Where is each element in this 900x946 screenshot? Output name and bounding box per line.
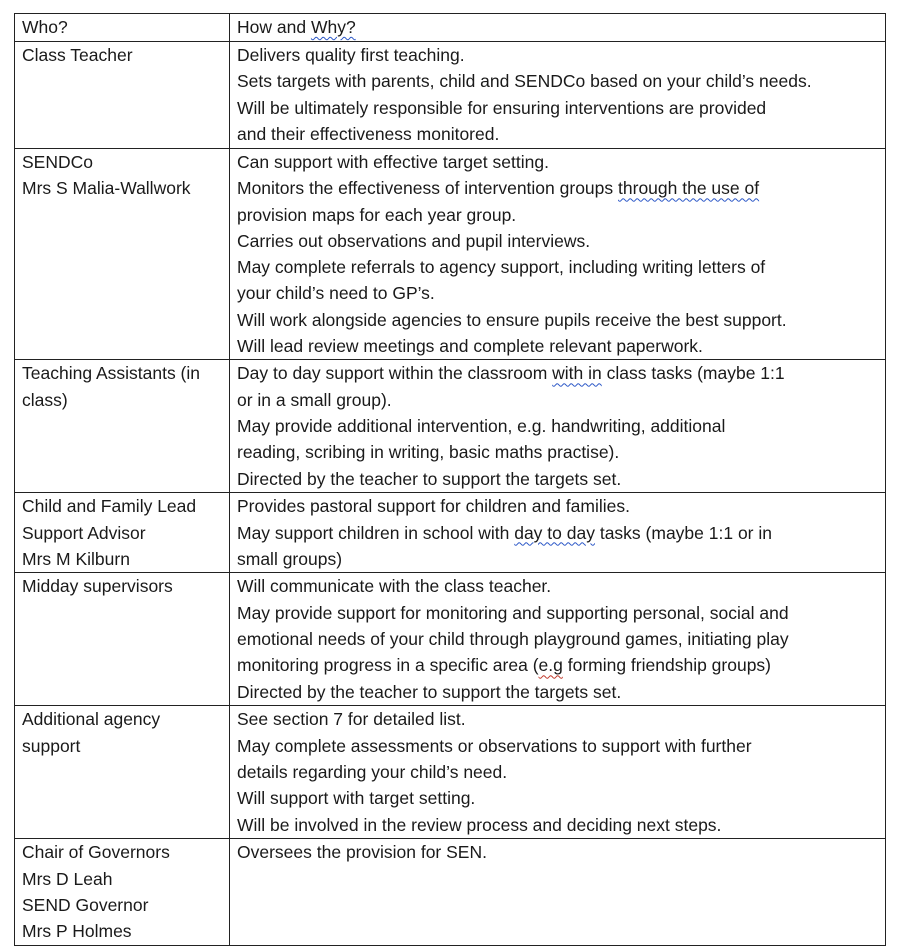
roles-table [14, 13, 886, 946]
how-line: Can support with effective target setting. [237, 152, 549, 172]
table-row [15, 493, 886, 573]
header-who: Who? [22, 17, 68, 37]
how-text: tasks (maybe 1:1 or in [594, 522, 772, 543]
table-row [15, 42, 886, 149]
who-line: Mrs D Leah [22, 868, 113, 889]
how-cell [230, 42, 886, 149]
how-text: Monitors the effectiveness of intervention groups [237, 178, 619, 199]
who-cell [15, 42, 230, 149]
how-text: monitoring progress in a specific area ( [237, 655, 539, 676]
table-row [15, 360, 886, 493]
who-cell [15, 493, 230, 573]
how-line: details regarding your child’s need. [237, 761, 508, 782]
header-how-cell [230, 14, 886, 42]
who-line: Additional agency [22, 709, 161, 730]
how-cell [230, 573, 886, 706]
how-line: Delivers quality first teaching. [237, 45, 465, 65]
how-text: forming friendship groups) [562, 655, 772, 676]
who-line: Class Teacher [22, 45, 133, 65]
header-how [237, 14, 881, 40]
who-line: Mrs S Malia-Wallwork [22, 178, 191, 199]
how-line: Will be involved in the review process and deciding next steps. [237, 814, 722, 835]
how-line [237, 175, 881, 201]
how-cell [230, 493, 886, 573]
who-cell [15, 360, 230, 493]
how-text: May support children in school with [237, 522, 515, 543]
how-line: May provide additional intervention, e.g. handwriting, additional [237, 415, 726, 436]
how-line: Will support with target setting. [237, 788, 476, 809]
how-cell [230, 149, 886, 360]
how-cell [230, 360, 886, 493]
how-line: or in a small group). [237, 389, 392, 410]
how-line: Oversees the provision for SEN. [237, 842, 487, 863]
who-line: Midday supervisors [22, 576, 173, 597]
who-line: Support Advisor [22, 522, 146, 543]
how-line: provision maps for each year group. [237, 204, 517, 225]
who-line: Mrs P Holmes [22, 921, 132, 942]
who-line: SEND Governor [22, 894, 149, 915]
header-how-prefix: How and [237, 17, 311, 37]
who-cell [15, 839, 230, 945]
how-line [237, 520, 881, 546]
grammar-flagged-text: day to day [514, 522, 595, 543]
how-line: emotional needs of your child through playground games, initiating play [237, 628, 789, 649]
how-line: May complete referrals to agency support, including writing letters of [237, 257, 766, 278]
spelling-flagged-text: e.g [538, 655, 563, 676]
how-text: Day to day support within the classroom [237, 363, 553, 384]
table-row [15, 149, 886, 360]
table-row [15, 573, 886, 706]
header-who-cell [15, 14, 230, 42]
who-line: SENDCo [22, 152, 93, 172]
table-row [15, 706, 886, 839]
how-line: Will lead review meetings and complete relevant paperwork. [237, 336, 703, 357]
who-line: Chair of Governors [22, 842, 170, 863]
header-how-why: Why? [310, 17, 356, 37]
how-line: Will be ultimately responsible for ensuring interventions are provided [237, 97, 767, 118]
how-cell [230, 839, 886, 945]
how-line: and their effectiveness monitored. [237, 123, 500, 144]
how-line: May complete assessments or observations to support with further [237, 735, 752, 756]
how-line [237, 652, 881, 678]
how-line: Directed by the teacher to support the targets set. [237, 468, 622, 489]
how-line: Provides pastoral support for children and families. [237, 496, 630, 517]
how-line: Will work alongside agencies to ensure pupils receive the best support. [237, 309, 787, 330]
how-line: your child’s need to GP’s. [237, 283, 435, 304]
how-line: See section 7 for detailed list. [237, 709, 466, 730]
who-cell [15, 149, 230, 360]
who-line: class) [22, 389, 68, 410]
who-cell [15, 706, 230, 839]
table-row [15, 839, 886, 945]
who-cell [15, 573, 230, 706]
who-line: Mrs M Kilburn [22, 548, 130, 569]
grammar-flagged-text: with in [552, 363, 602, 384]
how-line: May provide support for monitoring and supporting personal, social and [237, 602, 789, 623]
how-cell [230, 706, 886, 839]
who-line: Teaching Assistants (in [22, 363, 201, 384]
how-line [237, 360, 881, 386]
who-line: Child and Family Lead [22, 496, 197, 517]
how-line: Sets targets with parents, child and SENDCo based on your child’s needs. [237, 71, 812, 92]
how-text: class tasks (maybe 1:1 [601, 363, 785, 384]
who-line: support [22, 735, 81, 756]
how-line: Directed by the teacher to support the targets set. [237, 681, 622, 702]
table-header-row [15, 14, 886, 42]
how-line: Carries out observations and pupil interviews. [237, 230, 591, 251]
grammar-flagged-text: through the use of [618, 178, 760, 199]
how-line: Will communicate with the class teacher. [237, 576, 552, 597]
how-line: reading, scribing in writing, basic maths practise). [237, 442, 620, 463]
how-line: small groups) [237, 548, 343, 569]
